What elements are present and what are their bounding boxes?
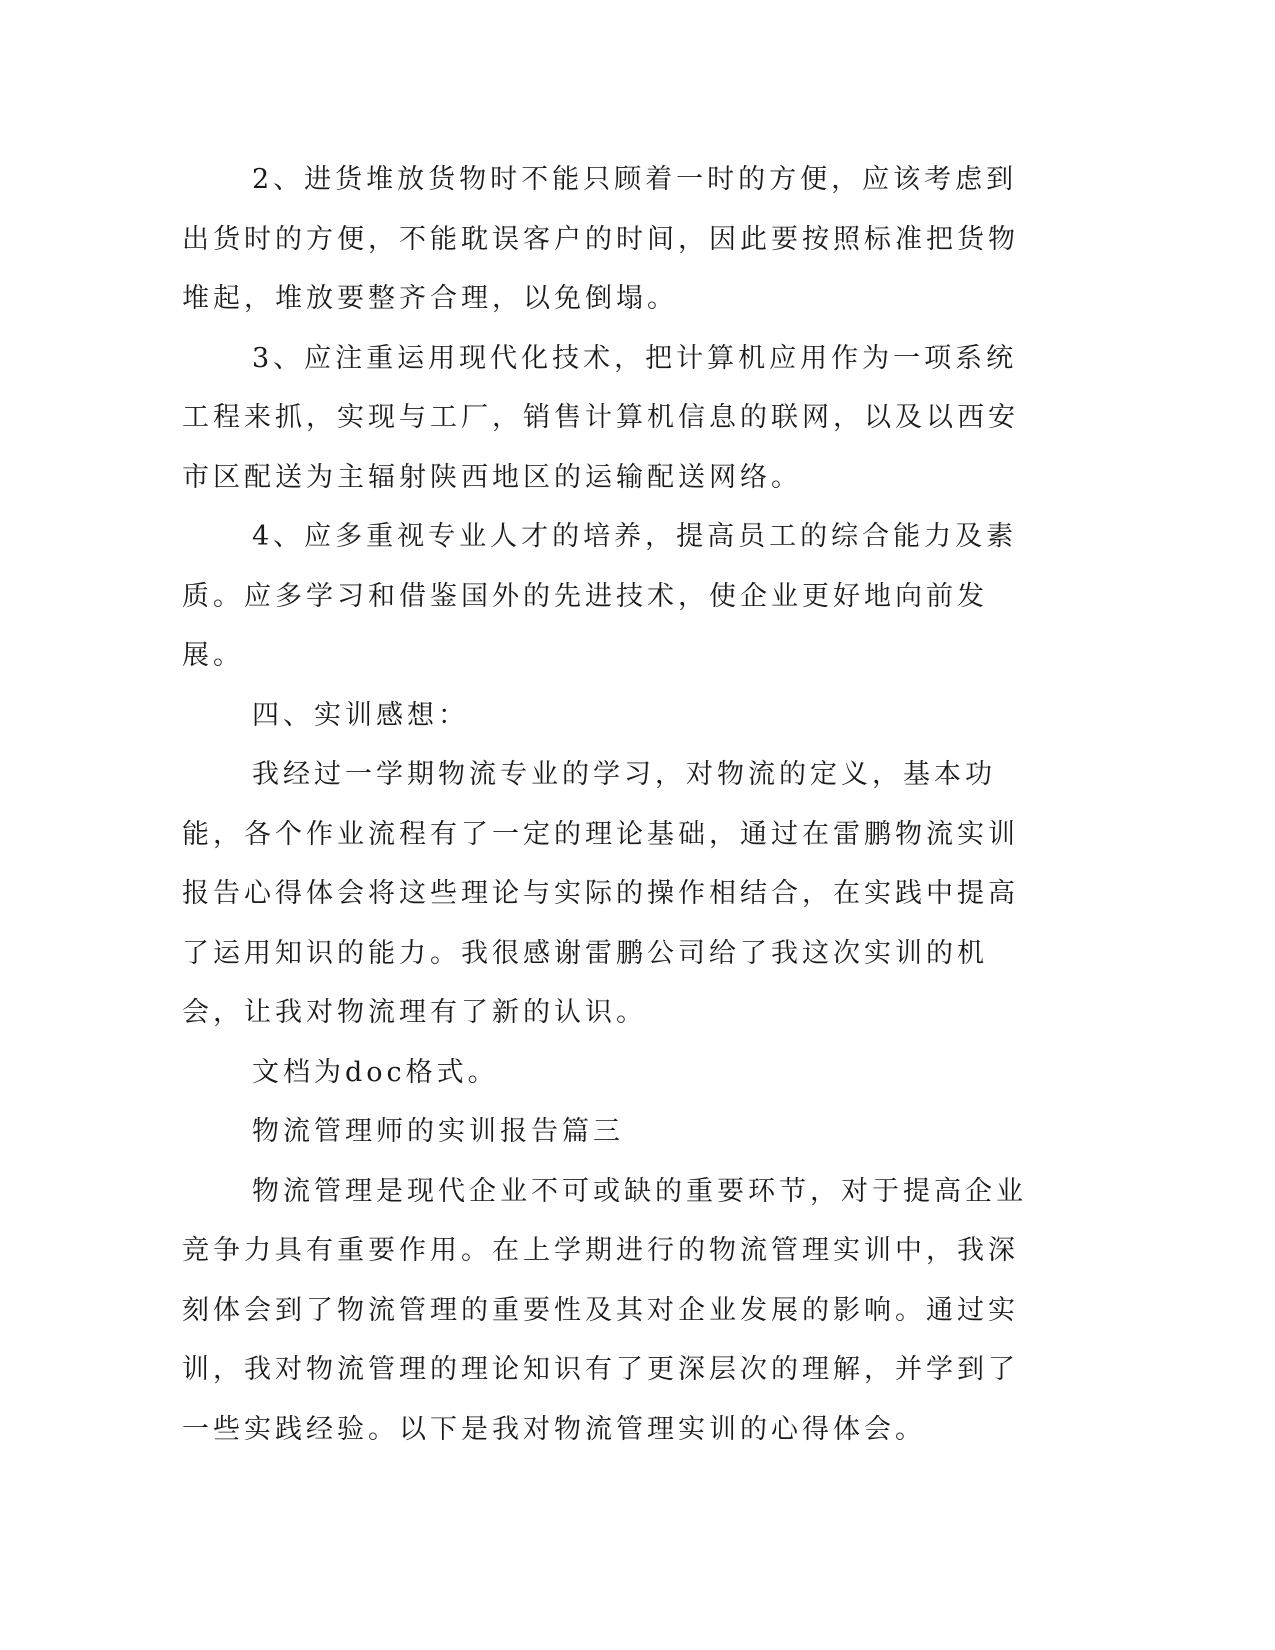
paragraph-item-4: 4、应多重视专业人才的培养，提高员工的综合能力及素质。应多学习和借鉴国外的先进技术，使企业更好地向前发展。 — [182, 521, 1018, 671]
article-title-part-three: 物流管理师的实训报告篇三 — [252, 1116, 624, 1147]
paragraph-training-thoughts: 我经过一学期物流专业的学习，对物流的定义，基本功能，各个作业流程有了一定的理论基础，通过在雷鹏物流实训报告心得体会将这些理论与实际的操作相结合，在实践中提高了运用知识的能力。我很感谢雷鹏公司给了我这次实训的机会，让我对物流理有了新的认识。 — [182, 759, 1019, 1028]
paragraph-item-3: 3、应注重运用现代化技术，把计算机应用作为一项系统工程来抓，实现与工厂，销售计算机信息的联网，以及以西安市区配送为主辐射陕西地区的运输配送网络。 — [182, 342, 1019, 493]
paragraph-doc-format-note: 文档为doc格式。 — [252, 1056, 499, 1088]
document-body — [182, 150, 1032, 1459]
paragraph-logistics-management-intro: 物流管理是现代企业不可或缺的重要环节，对于提高企业竞争力具有重要作用。在上学期进行的物流管理实训中，我深刻体会到了物流管理的重要性及其对企业发展的影响。通过实训，我对物流管理的理论知识有了更深层次的理解，并学到了一些实践经验。以下是我对物流管理实训的心得体会。 — [182, 1175, 1027, 1445]
paragraph-item-2: 2、进货堆放货物时不能只顾着一时的方便，应该考虑到出货时的方便，不能耽误客户的时间，因此要按照标准把货物堆起，堆放要整齐合理，以免倒塌。 — [182, 164, 1019, 314]
section-heading-training-thoughts: 四、实训感想： — [252, 699, 469, 731]
